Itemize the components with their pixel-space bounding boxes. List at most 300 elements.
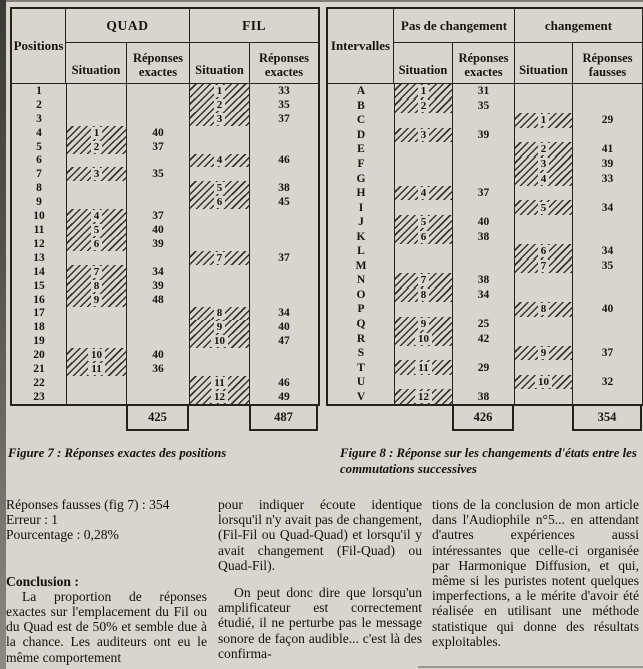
table-row [12,98,318,112]
situation-number: 3 [214,113,226,125]
figure7-table [10,7,320,431]
situation-number: 7 [418,274,430,286]
situation-cell [394,99,452,114]
table-row [12,265,318,279]
situation-cell [189,126,249,140]
responses-cell: 35 [452,99,514,114]
figure7-totals-row [12,406,320,431]
responses-cell: 35 [249,98,318,112]
responses-cell: 33 [249,84,318,98]
figure8-table-body [326,84,643,406]
situation-cell [189,348,249,362]
situation-cell [66,223,126,237]
responses-cell: 31 [452,84,514,99]
column-header-positions: Positions [12,9,66,83]
responses-cell: 38 [249,181,318,195]
responses-cell [572,360,642,375]
responses-cell: 37 [452,186,514,201]
position-label: 17 [33,307,45,320]
situation-number: 1 [418,85,430,97]
situation-cell [514,200,572,215]
situation-number: 2 [91,141,103,153]
situation-cell [189,320,249,334]
responses-cell [249,362,318,376]
responses-cell: 39 [126,237,189,251]
table-row [328,200,642,215]
situation-cell [394,317,452,332]
responses-cell: 33 [572,171,642,186]
situation-number: 10 [535,376,552,388]
paragraph: La proportion de réponses exactes sur l'emplacement du Fil ou du Quad est de 50% et semble due à la chance. Les auditeurs ont eu le même comportement [6,588,207,665]
interval-label: L [357,245,365,258]
situation-cell [66,209,126,223]
situation-cell [189,334,249,348]
situation-cell [394,346,452,361]
column-header-intervalles: Intervalles [328,9,394,83]
situation-number: 6 [214,196,226,208]
responses-cell: 46 [249,154,318,168]
situation-cell [514,186,572,201]
position-label: 13 [33,251,45,264]
responses-cell [572,186,642,201]
responses-cell: 45 [249,195,318,209]
situation-cell [394,244,452,259]
responses-cell: 46 [249,376,318,390]
situation-number: 4 [214,154,226,166]
responses-cell [572,215,642,230]
situation-cell [189,307,249,321]
position-label: 16 [33,293,45,306]
responses-cell: 34 [249,307,318,321]
responses-cell [249,237,318,251]
table-row [328,331,642,346]
responses-cell: 38 [452,273,514,288]
table-row [328,273,642,288]
conclusion-heading: Conclusion : [6,573,79,589]
situation-cell [394,84,452,99]
situation-cell [394,229,452,244]
responses-cell [452,157,514,172]
table-row [12,209,318,223]
responses-cell: 39 [452,128,514,143]
situation-cell [394,259,452,274]
situation-number: 8 [214,307,226,319]
position-label: 14 [33,265,45,278]
responses-cell: 29 [452,360,514,375]
position-label: 3 [36,112,42,125]
position-label: 20 [33,349,45,362]
situation-cell [394,288,452,303]
situation-number: 9 [538,347,550,359]
responses-cell [126,112,189,126]
situation-number: 1 [91,127,103,139]
responses-cell [126,307,189,321]
situation-number: 3 [538,158,550,170]
interval-label: H [356,187,366,200]
column-group-quad: QUAD [66,9,189,43]
text-column-3 [432,497,639,649]
responses-cell [452,259,514,274]
situation-cell [189,112,249,126]
responses-cell [249,126,318,140]
responses-cell [126,84,189,98]
situation-number: 2 [538,143,550,155]
interval-label: R [356,332,366,345]
situation-cell [189,181,249,195]
position-label: 4 [36,126,42,139]
situation-cell [66,112,126,126]
situation-cell [66,376,126,390]
situation-cell [66,320,126,334]
situation-cell [66,126,126,140]
interval-label: O [356,288,366,301]
position-label: 10 [33,210,45,223]
responses-cell: 40 [572,302,642,317]
table-row [12,279,318,293]
position-label: 22 [33,376,45,389]
table-row [328,128,642,143]
situation-cell [514,157,572,172]
table-row [12,390,318,404]
stat-erreur: Erreur : 1 [6,512,59,528]
situation-number: 11 [211,377,227,389]
column-header-reponses-exactes-fil: Réponses exactes [249,43,318,83]
situation-cell [514,346,572,361]
stat-pourcentage: Pourcentage : 0,28% [6,527,119,543]
responses-cell: 25 [452,317,514,332]
situation-cell [514,389,572,404]
table-row [328,375,642,390]
figure7-table-body [10,84,320,406]
situation-cell [66,251,126,265]
situation-cell [514,302,572,317]
responses-cell [572,229,642,244]
situation-cell [394,331,452,346]
situation-cell [514,375,572,390]
interval-label: U [356,376,366,389]
figure7-table-header [10,7,320,84]
interval-label: V [356,390,366,403]
situation-cell [514,288,572,303]
responses-cell [452,346,514,361]
responses-cell: 37 [249,251,318,265]
table-row [328,259,642,274]
situation-cell [66,167,126,181]
responses-cell: 35 [572,259,642,274]
situation-cell [189,362,249,376]
interval-label: D [356,128,366,141]
situation-number: 3 [418,129,430,141]
situation-cell [66,334,126,348]
figure8-caption: Figure 8 : Réponse sur les changements d'états entre les commutations successives [340,446,637,476]
position-label: 19 [33,335,45,348]
table-row [328,171,642,186]
situation-cell [66,98,126,112]
column-header-situation-fil: Situation [189,43,249,83]
situation-number: 8 [91,280,103,292]
situation-cell [394,171,452,186]
table-row [12,167,318,181]
table-row [12,195,318,209]
interval-label: B [357,99,365,112]
situation-cell [189,279,249,293]
responses-cell [572,99,642,114]
responses-cell [249,167,318,181]
situation-number: 11 [415,362,431,374]
situation-number: 9 [418,318,430,330]
situation-number: 7 [91,266,103,278]
page-edge-shadow-bottom [418,666,643,668]
column-header-reponses-exactes-quad: Réponses exactes [126,43,189,83]
responses-cell: 32 [572,375,642,390]
table-row [328,229,642,244]
column-group-changement: changement [514,9,642,43]
responses-cell [249,279,318,293]
column-header-situation-pas: Situation [398,63,448,77]
situation-number: 4 [538,173,550,185]
situation-number: 4 [91,210,103,222]
responses-cell [126,334,189,348]
position-label: 6 [36,154,42,167]
situation-cell [189,209,249,223]
situation-cell [189,84,249,98]
situation-cell [514,244,572,259]
situation-cell [189,167,249,181]
situation-number: 1 [538,114,550,126]
situation-cell [66,181,126,195]
table-row [328,99,642,114]
situation-number: 3 [91,168,103,180]
table-row [328,346,642,361]
responses-cell: 40 [126,223,189,237]
responses-cell [452,113,514,128]
situation-number: 10 [415,333,432,345]
column-header-situation-quad: Situation [71,63,121,77]
situation-cell [514,360,572,375]
table-row [12,112,318,126]
situation-number: 7 [214,252,226,264]
table-row [12,293,318,307]
situation-cell [514,259,572,274]
table-row [328,113,642,128]
responses-cell [126,251,189,265]
responses-cell: 35 [126,167,189,181]
responses-cell [126,195,189,209]
responses-cell [452,200,514,215]
responses-cell [572,84,642,99]
table-row [328,186,642,201]
responses-cell [249,209,318,223]
figure8-table-header [326,7,643,84]
situation-cell [514,171,572,186]
interval-label: J [358,216,364,229]
responses-cell: 34 [452,288,514,303]
interval-label: M [355,259,367,272]
text-column-1 [6,497,207,665]
responses-cell: 37 [126,140,189,154]
column-header-reponses-fausses: Réponses fausses [572,43,642,83]
situation-number: 2 [418,100,430,112]
situation-number: 12 [211,391,228,403]
responses-cell: 38 [452,389,514,404]
responses-cell: 47 [249,334,318,348]
situation-number: 9 [91,294,103,306]
situation-cell [514,128,572,143]
situation-cell [66,348,126,362]
situation-cell [514,331,572,346]
responses-cell [249,348,318,362]
responses-cell: 29 [572,113,642,128]
paragraph: pour indiquer écoute identique lorsqu'il n'y avait pas de changement, (Fil-Fil ou Quad-Quad) et lorsqu'il y avait changement (Fil-Quad) ou Quad-Fil). [218,497,422,573]
position-label: 9 [36,196,42,209]
responses-cell [452,142,514,157]
interval-label: P [357,303,365,316]
interval-label: T [357,361,365,374]
table-row [328,317,642,332]
responses-cell: 49 [249,390,318,404]
responses-cell: 34 [126,265,189,279]
situation-number: 11 [88,363,104,375]
position-label: 23 [33,390,45,403]
situation-cell [514,229,572,244]
interval-label: I [358,201,364,214]
interval-label: F [357,158,365,170]
situation-cell [514,99,572,114]
situation-cell [66,237,126,251]
situation-number: 5 [91,224,103,236]
table-row [12,84,318,98]
situation-cell [394,200,452,215]
situation-number: 10 [88,349,105,361]
situation-number: 8 [418,289,430,301]
situation-cell [66,307,126,321]
figure8-table [326,7,643,431]
responses-cell: 40 [249,320,318,334]
table-row [12,181,318,195]
responses-cell: 40 [126,126,189,140]
situation-cell [66,362,126,376]
position-label: 2 [36,98,42,111]
table-row [12,307,318,321]
responses-cell [572,128,642,143]
table-row [12,154,318,168]
responses-cell [126,181,189,195]
figure8-totals-row [328,406,643,431]
responses-cell: 42 [452,331,514,346]
situation-cell [189,154,249,168]
responses-cell: 39 [126,279,189,293]
situation-number: 7 [538,260,550,272]
table-row [328,360,642,375]
responses-cell: 37 [126,209,189,223]
responses-cell: 34 [572,200,642,215]
situation-number: 10 [211,335,228,347]
responses-cell [572,317,642,332]
situation-cell [66,84,126,98]
page-edge-shadow-top [6,0,643,2]
responses-cell: 34 [572,244,642,259]
situation-cell [394,389,452,404]
responses-cell [249,223,318,237]
responses-cell [126,376,189,390]
situation-number: 6 [91,238,103,250]
table-row [12,251,318,265]
responses-cell [249,265,318,279]
responses-cell [572,273,642,288]
responses-cell [452,302,514,317]
interval-label: K [356,230,366,243]
table-row [12,320,318,334]
situation-cell [514,113,572,128]
table-row [328,142,642,157]
responses-cell [126,320,189,334]
position-label: 1 [36,84,42,97]
figure7-caption: Figure 7 : Réponses exactes des positions [8,446,227,460]
interval-label: E [357,143,365,156]
table-row [328,84,642,99]
table-row [12,237,318,251]
situation-cell [394,186,452,201]
responses-cell [452,171,514,186]
situation-cell [189,293,249,307]
responses-cell: 36 [126,362,189,376]
total-fil: 487 [249,406,318,431]
text-column-2 [218,497,422,661]
position-label: 11 [33,224,45,237]
situation-cell [394,360,452,375]
table-row [12,140,318,154]
situation-cell [514,142,572,157]
responses-cell [572,288,642,303]
responses-cell [452,244,514,259]
situation-cell [394,302,452,317]
table-row [328,244,642,259]
situation-cell [394,128,452,143]
position-label: 15 [33,279,45,292]
situation-cell [189,98,249,112]
situation-cell [189,195,249,209]
responses-cell: 37 [572,346,642,361]
paragraph: tions de la conclusion de mon article dans l'Audiophile n°5... en attendant d'autres expériences aussi intéressantes que celle-ci organisée par Harmonique Diffusion, et qui, même si les puristes notent quelques imperfections, a le mérite d'avoir été réalisée en utilisant une méthode statistique qui donne des résultats exploitables. [432,497,639,649]
responses-cell [572,331,642,346]
situation-cell [189,265,249,279]
situation-cell [394,215,452,230]
table-row [12,348,318,362]
situation-cell [189,251,249,265]
responses-cell [249,140,318,154]
interval-label: A [356,85,366,98]
responses-cell: 40 [126,348,189,362]
situation-number: 9 [214,321,226,333]
table-row [12,376,318,390]
situation-cell [514,273,572,288]
situation-number: 2 [214,99,226,111]
table-row [12,126,318,140]
responses-cell: 37 [249,112,318,126]
situation-cell [66,195,126,209]
situation-cell [514,215,572,230]
position-label: 12 [33,237,45,250]
table-row [328,288,642,303]
position-label: 18 [33,321,45,334]
situation-cell [394,157,452,172]
responses-cell [126,390,189,404]
situation-cell [189,223,249,237]
table-row [328,215,642,230]
responses-cell: 38 [452,229,514,244]
responses-cell: 39 [572,157,642,172]
table-row [12,362,318,376]
